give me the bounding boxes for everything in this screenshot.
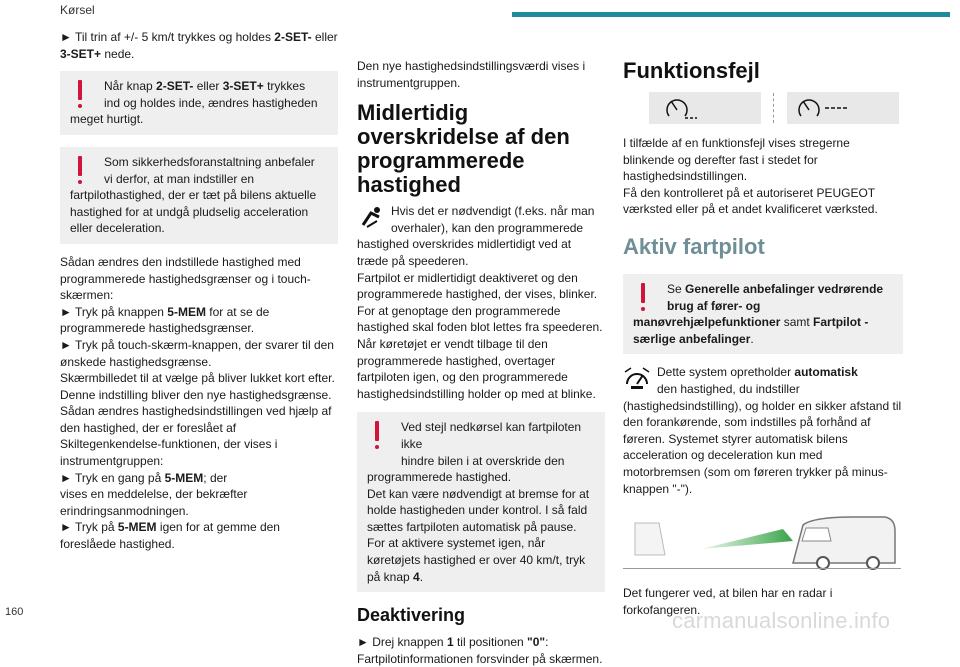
paragraph: For at genoptage den programmerede hastighed skal foden blot lettes fra speederen.: [357, 303, 603, 335]
fault-display-icons: [649, 89, 903, 127]
adaptive-cruise-icon: [623, 364, 651, 392]
paragraph: ► Tryk en gang på 5-MEM; der: [60, 470, 228, 485]
section-heading: Deaktivering: [357, 605, 466, 626]
paragraph: Det fungerer ved, at bilen har en radar i forkofangeren.: [623, 586, 833, 617]
paragraph: ► Til trin af +/- 5 km/t trykkes og holdes 2-SET- eller 3-SET+ nede.: [60, 30, 338, 61]
watermark: carmanualsonline.info: [672, 608, 891, 633]
divider: [623, 568, 901, 569]
running-header: Kørsel: [60, 3, 95, 17]
paragraph: ► Tryk på knappen 5-MEM for at se de programmerede hastighedsgrænser.: [60, 304, 270, 336]
warning-note: Som sikkerhedsforanstaltning anbefaler vi derfor, at man indstiller en fartpilothastighed, der er tæt på bilens aktuelle hastighed for at undgå pludselig acceleration eller deceleration.: [60, 147, 338, 244]
section-heading: Midlertidig overskridelse af den programmerede hastighed: [357, 100, 570, 198]
paragraph: ► Tryk på touch-skærm-knappen, der svarer til den ønskede hastighedsgrænse.: [60, 337, 334, 369]
paragraph: vises en meddelelse, der bekræfter erindringsanmodningen.: [60, 487, 248, 518]
icon-paragraph: Dette system opretholder automatisk den hastighed, du indstiller (hastighedsindstilling), og holder en sikker afstand til den forankørende, som indstilles på forhånd af føreren. Systemet styrer automatisk bilens acceleration og deceleration kun med motorbremsen (som om føreren trykker på minus-knappen "-").: [623, 365, 902, 496]
header-accent-bar: [512, 12, 950, 17]
section-heading: Aktiv fartpilot: [623, 233, 765, 259]
paragraph: Sådan ændres hastighedsindstillingen ved hjælp af den hastighed, der er foreslået af Skiltegenkendelse-funktionen, der vises i instrumentgruppen:: [60, 404, 332, 469]
paragraph: ► Tryk på 5-MEM igen for at gemme den foreslåede hastighed.: [60, 520, 280, 552]
accelerator-foot-icon: [357, 203, 385, 231]
paragraph: Når køretøjet er vendt tilbage til den programmerede hastighed, overtager fartpiloten igen, og den programmerede hastighedsindstilling holder op med at blinke.: [357, 336, 596, 401]
warning-note: Se Generelle anbefalinger vedrørende brug af fører- og manøvrehjælpefunktioner samt Fartpilot - særlige anbefalinger.: [623, 274, 903, 354]
divider: [773, 93, 775, 123]
icon-paragraph: Hvis det er nødvendigt (f.eks. når man overhaler), kan den programmerede hastighed overskrides midlertidigt ved at træde på speederen.: [357, 204, 595, 268]
speedometer-fault-dashes-icon: [787, 92, 899, 124]
paragraph: Fartpilotinformationen forsvinder på skærmen.: [357, 651, 603, 666]
speedometer-fault-icon: [649, 92, 761, 124]
warning-icon: [373, 421, 380, 451]
paragraph: I tilfælde af en funktionsfejl vises stregerne blinkende og derefter fast i stedet for hastighedsindstillingen.: [623, 136, 850, 184]
paragraph: Fartpilot er midlertidigt deaktiveret og den programmerede hastighed, der vises, blinker.: [357, 270, 598, 302]
page-number: 160: [5, 606, 24, 618]
paragraph: Få den kontrolleret på et autoriseret PEUGEOT værksted eller på et andet kvalificeret værksted.: [623, 185, 878, 217]
paragraph: Sådan ændres den indstillede hastighed med programmerede hastighedsgrænser og i touch-skærmen:: [60, 254, 311, 303]
warning-icon: [639, 283, 646, 313]
warning-note: Ved stejl nedkørsel kan fartpiloten ikke hindre bilen i at overskride den programmerede hastighed. Det kan være nødvendigt at bremse for at holde hastigheden under kontrol. I så fald sættes fartpiloten automatisk på pause. For at aktivere systemet igen, når køretøjets hastighed er over 40 km/t, tryk på knap 4.: [357, 412, 605, 592]
paragraph: Den nye hastighedsindstillingsværdi vises i instrumentgruppen.: [357, 59, 586, 90]
warning-note: Når knap 2-SET- eller 3-SET+ trykkes ind og holdes inde, ændres hastigheden meget hurtigt.: [60, 71, 338, 135]
column-2: [357, 58, 605, 667]
paragraph: Skærmbilledet til at vælge på bliver lukket kort efter.: [60, 371, 335, 386]
paragraph: ► Drej knappen 1 til positionen "0":: [357, 635, 549, 650]
warning-icon: [76, 80, 83, 110]
column-3: [623, 59, 903, 618]
radar-car-illustration: [623, 511, 901, 571]
section-heading: Funktionsfejl: [623, 58, 760, 83]
warning-icon: [76, 156, 83, 186]
column-1: [60, 29, 338, 553]
paragraph: Denne indstilling bliver den nye hastighedsgrænse.: [60, 387, 332, 402]
